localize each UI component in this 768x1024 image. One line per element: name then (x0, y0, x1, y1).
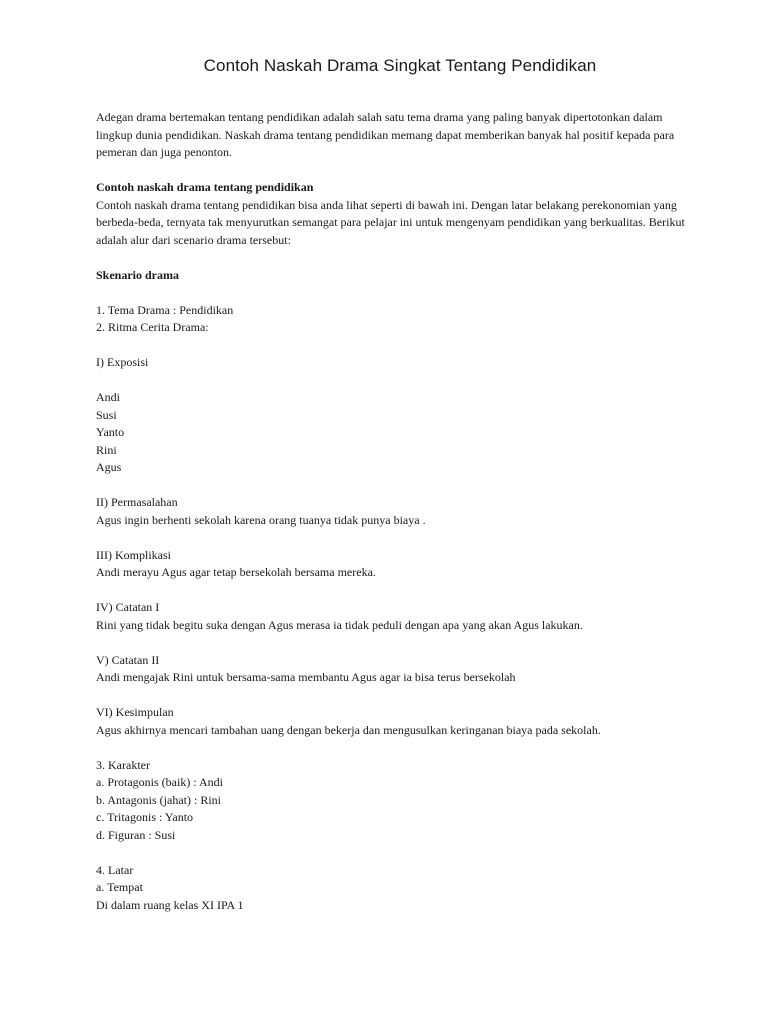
karakter-item: a. Protagonis (baik) : Andi (96, 775, 223, 789)
tempat-heading: a. Tempat (96, 880, 143, 894)
stage-text: Andi mengajak Rini untuk bersama-sama membantu Agus agar ia bisa terus bersekolah (96, 670, 516, 684)
tema-line: 1. Tema Drama : Pendidikan (96, 302, 234, 317)
exposisi-heading: I) Exposisi (96, 355, 149, 369)
section1-line-3: adalah alur dari scenario drama tersebut: (96, 232, 291, 247)
stage-text: Agus ingin berhenti sekolah karena orang tuanya tidak punya biaya . (96, 512, 426, 527)
stage-heading: III) Komplikasi (96, 547, 171, 562)
character-item: Yanto (96, 425, 125, 439)
stage-heading: V) Catatan II (96, 652, 160, 667)
character-item: Andi (96, 390, 120, 404)
stage-text: Agus akhirnya mencari tambahan uang dengan bekerja dan mengusulkan keringanan biaya pada sekolah. (96, 722, 601, 737)
karakter-item: c. Tritagonis : Yanto (96, 810, 194, 824)
stage-text: Andi merayu Agus agar tetap bersekolah bersama mereka. (96, 565, 376, 579)
page-title: Contoh Naskah Drama Singkat Tentang Pendidikan (203, 56, 597, 75)
tempat-text: Di dalam ruang kelas XI IPA 1 (96, 897, 244, 912)
latar-heading: 4. Latar (96, 862, 134, 877)
section1-line-1: Contoh naskah drama tentang pendidikan bisa anda lihat seperti di bawah ini. Dengan latar belakang perekonomian yang (96, 197, 677, 212)
stage-text: Rini yang tidak begitu suka dengan Agus merasa ia tidak peduli dengan apa yang akan Agus lakukan. (96, 617, 583, 632)
intro-line-2: lingkup dunia pendidikan. Naskah drama tentang pendidikan memang dapat memberikan banyak hal positif kepada para (96, 127, 675, 142)
section-heading-skenario: Skenario drama (96, 267, 180, 282)
character-item: Agus (96, 460, 122, 474)
document-body (96, 109, 721, 914)
intro-line-3: pemeran dan juga penonton. (96, 145, 232, 159)
stage-heading: VI) Kesimpulan (96, 705, 174, 719)
ritma-line: 2. Ritma Cerita Drama: (96, 320, 209, 334)
section-heading-contoh: Contoh naskah drama tentang pendidikan (96, 180, 314, 194)
intro-line-1: Adegan drama bertemakan tentang pendidikan adalah salah satu tema drama yang paling banyak dipertotonkan dalam (96, 110, 663, 124)
stage-heading: II) Permasalahan (96, 495, 178, 509)
karakter-item: b. Antagonis (jahat) : Rini (96, 792, 221, 807)
stage-heading: IV) Catatan I (96, 600, 160, 614)
karakter-item: d. Figuran : Susi (96, 827, 176, 842)
karakter-heading: 3. Karakter (96, 757, 150, 772)
character-item: Susi (96, 407, 117, 422)
section1-line-2: berbeda-beda, ternyata tak menyurutkan semangat para pelajar ini untuk mengenyam pendidikan yang berkualitas. Berikut (96, 215, 685, 229)
character-item: Rini (96, 442, 117, 457)
